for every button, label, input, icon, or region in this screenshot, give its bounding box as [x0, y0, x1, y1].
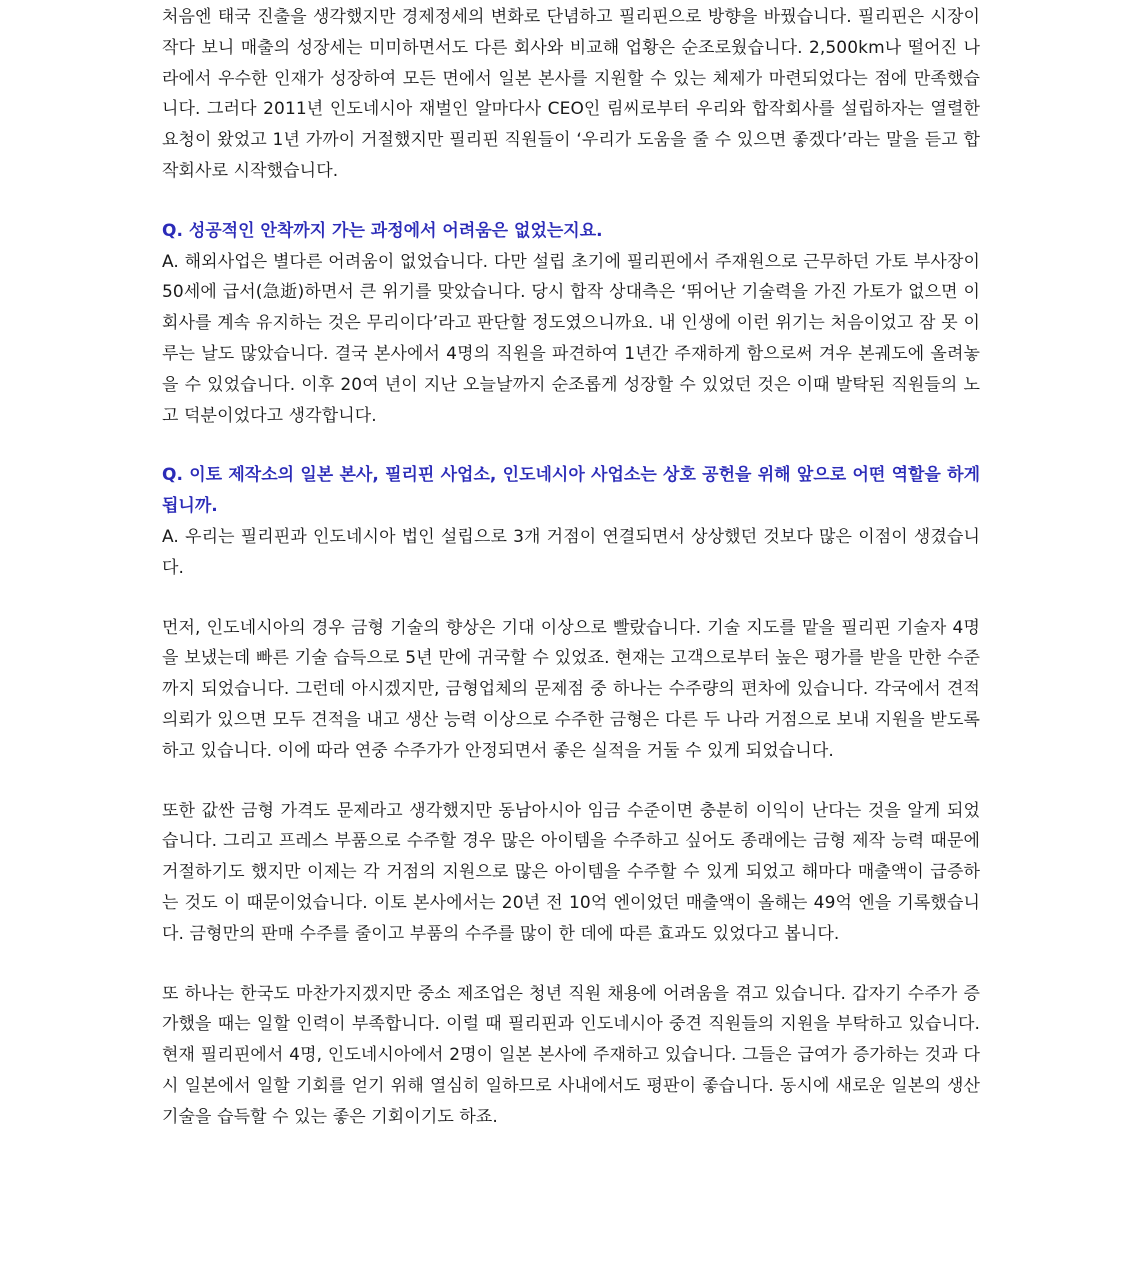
question-1: Q. 성공적인 안착까지 가는 과정에서 어려움은 없었는지요. [162, 220, 603, 241]
answer-2-paragraph-4: 또 하나는 한국도 마찬가지겠지만 중소 제조업은 청년 직원 채용에 어려움을 겪고 있습니다. 갑자기 수주가 증가했을 때는 일할 인력이 부족합니다. 이럴 때 필리핀과 인도네시아 중견 직원들의 지원을 부탁하고 있습니다. 현재 필리핀에서 4명, 인도네시아에서 2명이 일본 본사에 주재하고 있습니다. 그들은 급여가 증가하는 것과 다시 일본에서 일할 기회를 얻기 위해 열심히 일하므로 사내에서도 평판이 좋습니다. 동시에 새로운 일본의 생산기술을 습득할 수 있는 좋은 기회이기도 하죠. [162, 983, 980, 1127]
document-page [162, 2, 980, 1133]
answer-1-paragraph-1: A. 해외사업은 별다른 어려움이 없었습니다. 다만 설립 초기에 필리핀에서 주재원으로 근무하던 가토 부사장이 50세에 급서(急逝)하면서 큰 위기를 맞았습니다. 당시 합작 상대측은 ‘뛰어난 기술력을 가진 가토가 없으면 이 회사를 계속 유지하는 것은 무리이다’라고 판단할 정도였으니까요. 내 인생에 이런 위기는 처음이었고 잠 못 이루는 날도 많았습니다. 결국 본사에서 4명의 직원을 파견하여 1년간 주재하게 함으로써 겨우 본궤도에 올려놓을 수 있었습니다. 이후 20여 년이 지난 오늘날까지 순조롭게 성장할 수 있었던 것은 이때 발탁된 직원들의 노고 덕분이었다고 생각합니다. [162, 251, 980, 426]
answer-2-paragraph-2: 먼저, 인도네시아의 경우 금형 기술의 향상은 기대 이상으로 빨랐습니다. 기술 지도를 맡을 필리핀 기술자 4명을 보냈는데 빠른 기술 습득으로 5년 만에 귀국할 수 있었죠. 현재는 고객으로부터 높은 평가를 받을 만한 수준까지 되었습니다. 그런데 아시겠지만, 금형업체의 문제점 중 하나는 수주량의 편차에 있습니다. 각국에서 견적 의뢰가 있으면 모두 견적을 내고 생산 능력 이상으로 수주한 금형은 다른 두 나라 거점으로 보내 지원을 받도록 하고 있습니다. 이에 따라 연중 수주가가 안정되면서 좋은 실적을 거둘 수 있게 되었습니다. [162, 617, 980, 761]
answer-2-paragraph-1: A. 우리는 필리핀과 인도네시아 법인 설립으로 3개 거점이 연결되면서 상상했던 것보다 많은 이점이 생겼습니다. [162, 526, 981, 578]
answer-2-paragraph-3: 또한 값싼 금형 가격도 문제라고 생각했지만 동남아시아 임금 수준이면 충분히 이익이 난다는 것을 알게 되었습니다. 그리고 프레스 부품으로 수주할 경우 많은 아이템을 수주하고 싶어도 종래에는 금형 제작 능력 때문에 거절하기도 했지만 이제는 각 거점의 지원으로 많은 아이템을 수주할 수 있게 되었고 해마다 매출액이 급증하는 것도 이 때문이었습니다. 이토 본사에서는 20년 전 10억 엔이었던 매출액이 올해는 49억 엔을 기록했습니다. 금형만의 판매 수주를 줄이고 부품의 수주를 많이 한 데에 따른 효과도 있었다고 봅니다. [162, 800, 980, 944]
intro-paragraph: 처음엔 태국 진출을 생각했지만 경제정세의 변화로 단념하고 필리핀으로 방향을 바꿨습니다. 필리핀은 시장이 작다 보니 매출의 성장세는 미미하면서도 다른 회사와 비교해 업황은 순조로웠습니다. 2,500km나 떨어진 나라에서 우수한 인재가 성장하여 모든 면에서 일본 본사를 지원할 수 있는 체제가 마련되었다는 점에 만족했습니다. 그러다 2011년 인도네시아 재벌인 알마다사 CEO인 림씨로부터 우리와 합작회사를 설립하자는 열렬한 요청이 왔었고 1년 가까이 거절했지만 필리핀 직원들이 ‘우리가 도움을 줄 수 있으면 좋겠다’라는 말을 듣고 합작회사로 시작했습니다. [162, 7, 980, 181]
question-2: Q. 이토 제작소의 일본 본사, 필리핀 사업소, 인도네시아 사업소는 상호 공헌을 위해 앞으로 어떤 역할을 하게 됩니까. [162, 465, 980, 517]
